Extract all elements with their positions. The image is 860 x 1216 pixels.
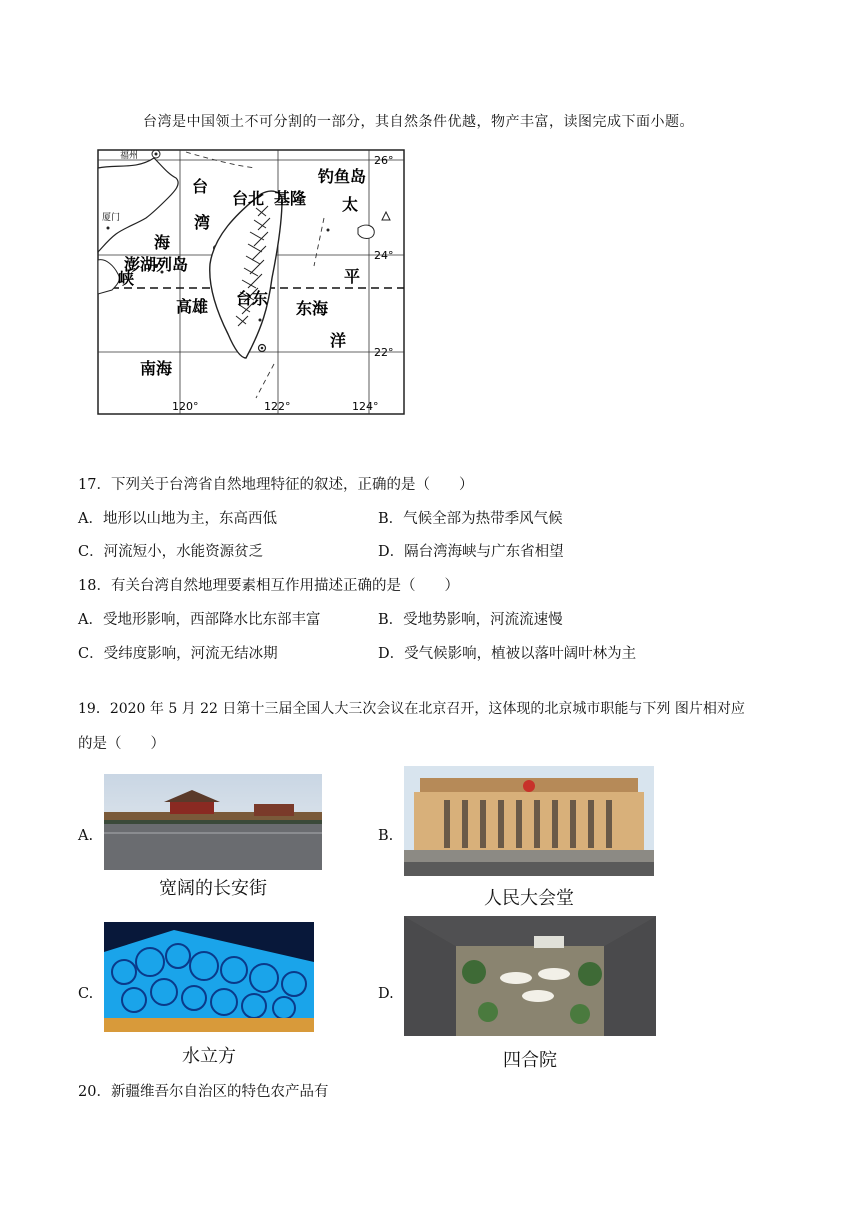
label-taidong: 台东 (236, 289, 269, 308)
label-diaoyu: 钓鱼岛 (318, 167, 367, 186)
image-b-letter: B. (378, 828, 394, 844)
label-nanhai: 南海 (140, 359, 173, 378)
question-17-option-c: C．河流短小，水能资源贫乏 (78, 544, 264, 560)
siheyuan-photo (404, 916, 656, 1036)
label-pacific-1: 太 (342, 195, 359, 214)
question-19-stem-line1: 19．2020 年 5 月 22 日第十三届全国人大三次会议在北京召开，这体现的北京城市职能与下列 图片相对应 (78, 701, 745, 717)
question-17-option-b: B．气候全部为热带季风气候 (378, 511, 563, 527)
image-a-letter: A. (78, 828, 94, 844)
label-strait-1: 台 (192, 177, 209, 196)
lat-tick-22: 22° (374, 346, 394, 359)
image-c-letter: C. (78, 986, 94, 1002)
question-17-stem: 17．下列关于台湾省自然地理特征的叙述，正确的是（ ） (78, 477, 474, 493)
label-fuzhou: 福州 (120, 151, 139, 161)
question-18-option-b: B．受地势影响，河流流速慢 (378, 612, 563, 628)
label-gaoxiong: 高雄 (176, 297, 209, 316)
question-17-option-a: A．地形以山地为主，东高西低 (78, 511, 277, 527)
label-strait-3: 海 (154, 233, 171, 252)
label-donghai: 东海 (296, 299, 329, 318)
lon-tick-124: 124° (352, 400, 379, 413)
question-18-option-d: D．受气候影响，植被以落叶阔叶林为主 (378, 646, 637, 662)
image-d-letter: D. (378, 986, 394, 1002)
taiwan-map (96, 148, 408, 418)
question-18-option-a: A．受地形影响，西部降水比东部丰富 (78, 612, 321, 628)
question-18-option-c: C．受纬度影响，河流无结冰期 (78, 646, 278, 662)
label-jilong: 基隆 (274, 189, 307, 208)
label-strait-2: 湾 (194, 213, 211, 232)
lon-tick-122: 122° (264, 400, 291, 413)
image-b-caption: 人民大会堂 (484, 888, 574, 909)
question-18-stem: 18．有关台湾自然地理要素相互作用描述正确的是（ ） (78, 578, 459, 594)
intro-text: 台湾是中国领土不可分割的一部分，其自然条件优越，物产丰富，读图完成下面小题。 (143, 114, 694, 130)
image-a-caption: 宽阔的长安街 (159, 878, 267, 899)
lat-tick-24: 24° (374, 249, 394, 262)
label-xiamen: 厦门 (102, 213, 121, 223)
changan-avenue-photo (104, 774, 322, 870)
question-19-stem-line2: 的是（ ） (78, 736, 165, 752)
water-cube-photo (104, 922, 314, 1032)
label-pacific-2: 平 (344, 267, 361, 286)
great-hall-photo (404, 766, 654, 876)
question-17-option-d: D．隔台湾海峡与广东省相望 (378, 544, 564, 560)
label-strait-4: 峡 (118, 269, 135, 288)
image-c-caption: 水立方 (182, 1046, 236, 1067)
image-d-caption: 四合院 (503, 1050, 557, 1071)
label-penghu: 澎湖列岛 (124, 255, 189, 274)
lon-tick-120: 120° (172, 400, 199, 413)
lat-tick-26: 26° (374, 154, 394, 167)
label-pacific-3: 洋 (330, 331, 347, 350)
question-20-stem: 20．新疆维吾尔自治区的特色农产品有 (78, 1084, 329, 1100)
label-taibei: 台北 (232, 189, 265, 208)
